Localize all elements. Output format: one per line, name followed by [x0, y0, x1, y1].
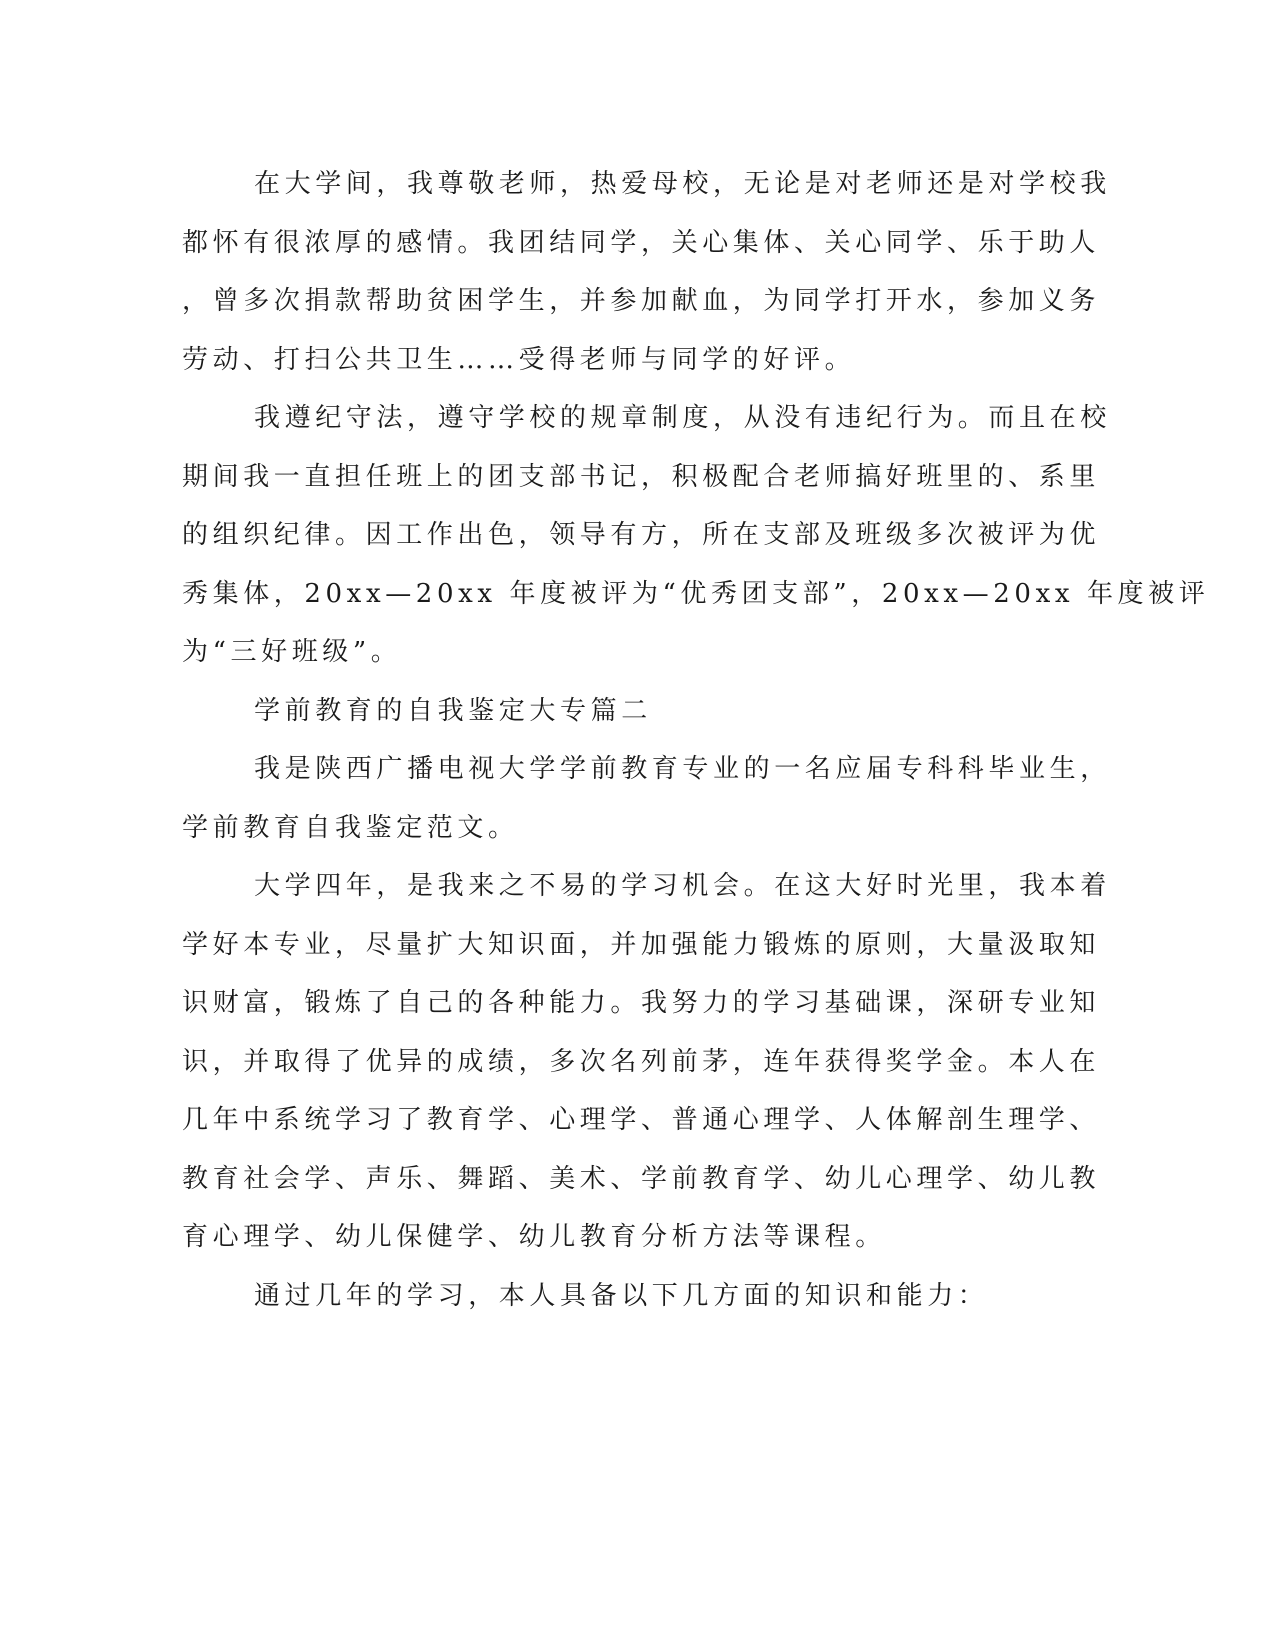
paragraph-line: 学前教育自我鉴定范文。 [182, 812, 519, 843]
paragraph-line: 育心理学、幼儿保健学、幼儿教育分析方法等课程。 [182, 1222, 886, 1252]
section-title: 学前教育的自我鉴定大专篇二 [254, 695, 652, 726]
document-body [182, 155, 1210, 1325]
paragraph-5 [182, 1267, 1050, 1326]
paragraph-line: ，曾多次捐款帮助贫困学生，并参加献血，为同学打开水，参加义务 [182, 286, 1101, 316]
paragraph-4 [182, 857, 1111, 1267]
paragraph-3 [182, 740, 1111, 857]
paragraph-2 [182, 389, 1210, 682]
paragraph-line: 期间我一直担任班上的团支部书记，积极配合老师搞好班里的、系里 [182, 461, 1101, 492]
paragraph-line: 教育社会学、声乐、舞蹈、美术、学前教育学、幼儿心理学、幼儿教 [182, 1163, 1101, 1194]
paragraph-line: 为“三好班级”。 [182, 637, 402, 667]
paragraph-line: 的组织纪律。因工作出色，领导有方，所在支部及班级多次被评为优 [182, 520, 1101, 550]
paragraph-line: 我遵纪守法，遵守学校的规章制度，从没有违纪行为。而且在校 [254, 403, 1111, 433]
paragraph-line: 我是陕西广播电视大学学前教育专业的一名应届专科科毕业生， [254, 754, 1111, 784]
paragraph-line: 都怀有很浓厚的感情。我团结同学，关心集体、关心同学、乐于助人 [182, 227, 1101, 258]
paragraph-line: 识，并取得了优异的成绩，多次名列前茅，连年获得奖学金。本人在 [182, 1046, 1101, 1077]
paragraph-line: 通过几年的学习，本人具备以下几方面的知识和能力： [254, 1280, 989, 1311]
paragraph-line: 劳动、打扫公共卫生……受得老师与同学的好评。 [182, 344, 856, 375]
paragraph-1 [182, 155, 1111, 389]
paragraph-line: 识财富，锻炼了自己的各种能力。我努力的学习基础课，深研专业知 [182, 988, 1101, 1018]
paragraph-line: 几年中系统学习了教育学、心理学、普通心理学、人体解剖生理学、 [182, 1105, 1101, 1135]
paragraph-line: 秀集体，20xx—20xx 年度被评为“优秀团支部”，20xx—20xx 年度被评 [182, 578, 1210, 609]
paragraph-line: 大学四年，是我来之不易的学习机会。在这大好时光里，我本着 [254, 871, 1111, 901]
paragraph-line: 学好本专业，尽量扩大知识面，并加强能力锻炼的原则，大量汲取知 [182, 929, 1101, 960]
paragraph-line: 在大学间，我尊敬老师，热爱母校，无论是对老师还是对学校我 [254, 169, 1111, 199]
